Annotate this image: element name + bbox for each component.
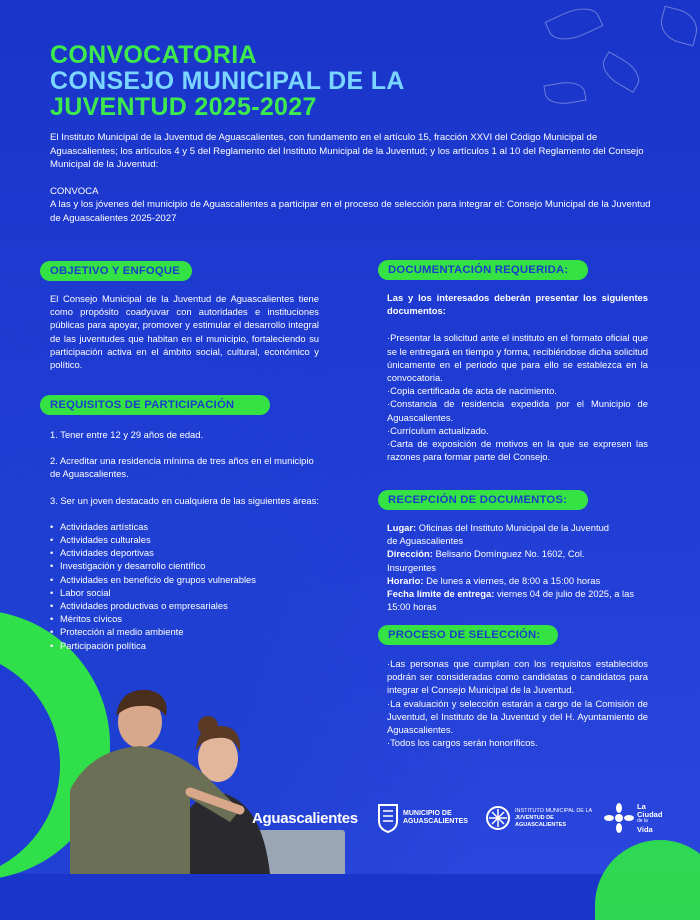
- documentacion-heading: DOCUMENTACIÓN REQUERIDA:: [378, 260, 588, 280]
- intro-section: [50, 131, 660, 239]
- ciudad-logo-line2: Ciudad: [637, 809, 663, 819]
- objetivo-text: El Consejo Municipal de la Juventud de Aguascalientes tiene como propósito coadyuvar con autoridades e instituciones públicas para apoyar, promover y estimular el desarrollo integral de las juventudes que habitan en el municipio, fortaleciendo su participación activa en el ámbito social, cultural, económico y político.: [50, 293, 319, 371]
- title-line-1: CONVOCATORIA: [50, 41, 257, 69]
- decorative-leaf: [543, 79, 586, 108]
- area-item: • Actividades en beneficio de grupos vulnerables: [50, 573, 320, 586]
- aguascalientes-logo-text: Aguascalientes: [252, 809, 358, 827]
- recepcion-lugar: [387, 521, 612, 547]
- municipio-shield-icon: [377, 803, 399, 833]
- page-title: [50, 42, 405, 120]
- area-item: • Actividades deportivas: [50, 546, 320, 559]
- fecha-label: Fecha límite de entrega:: [387, 588, 495, 600]
- documento-item: ·Currículum actualizado.: [387, 424, 489, 436]
- recepcion-heading: RECEPCIÓN DE DOCUMENTOS:: [378, 490, 588, 510]
- young-people-photo: [70, 680, 360, 874]
- municipio-logo-line2: AGUASCALIENTES: [403, 818, 468, 825]
- objetivo-heading: OBJETIVO Y ENFOQUE: [40, 261, 192, 281]
- direccion-label: Dirección:: [387, 548, 433, 560]
- title-line-2: CONSEJO MUNICIPAL DE LA: [50, 67, 405, 95]
- requisitos-heading: REQUISITOS DE PARTICIPACIÓN: [40, 395, 270, 415]
- decorative-green-shape-right: [595, 840, 700, 920]
- area-item: • Protección al medio ambiente: [50, 625, 320, 638]
- area-item: • Actividades productivas o empresariales: [50, 599, 320, 612]
- instituto-logo-line1: INSTITUTO MUNICIPAL DE LA: [515, 807, 593, 814]
- direccion-value: Belisario Domínguez No. 1602, Col. Insurgentes: [387, 548, 585, 573]
- horario-label: Horario:: [387, 574, 424, 586]
- area-item: • Investigación y desarrollo científico: [50, 559, 320, 572]
- intro-paragraph-2: A las y los jóvenes del municipio de Aguascalientes a participar en el proceso de selección para integrar el: Consejo Municipal de la Juventud de Aguascalientes 2025-2027: [50, 199, 651, 224]
- logo-instituto: [485, 798, 592, 838]
- requisito-item: 2. Acreditar una residencia mínima de tres años en el municipio de Aguascalientes.: [50, 455, 314, 480]
- documento-item: ·Carta de exposición de motivos en la que se expresen las razones para formar parte del Consejo.: [387, 438, 648, 463]
- logo-municipio: [377, 798, 468, 838]
- convoca-label: CONVOCA: [50, 185, 99, 197]
- logo-ciudad-vida: [604, 798, 662, 838]
- proceso-section: [387, 657, 648, 749]
- recepcion-direccion: [387, 547, 587, 573]
- documento-item: ·Copia certificada de acta de nacimiento.: [387, 385, 557, 397]
- intro-paragraph: El Instituto Municipal de la Juventud de Aguascalientes, con fundamento en el artículo 15, fracción XXVI del Código Municipal de Aguascalientes; los artículos 4 y 5 del Reglamento del Instituto Municipal de la Juventud; y los artículos 1 al 10 del Reglamento del Consejo Municipal de la Juventud:: [50, 132, 644, 171]
- horario-value: De lunes a viernes, de 8:00 a 15:00 horas: [426, 574, 601, 586]
- area-item: • Labor social: [50, 586, 320, 599]
- documentacion-section: [387, 291, 648, 463]
- area-item: • Actividades culturales: [50, 533, 320, 546]
- municipio-logo-line1: MUNICIPIO DE: [403, 810, 452, 817]
- instituto-logo-line3: AGUASCALIENTES: [515, 821, 567, 828]
- lugar-label: Lugar:: [387, 522, 417, 533]
- proceso-heading: PROCESO DE SELECCIÓN:: [378, 625, 558, 645]
- documento-item: ·Presentar la solicitud ante el instituto en el formato oficial que se le entregará en tiempo y forma, recibiéndose dicha solicitud únicamente en el periodo que para ello se establezca en la convocatoria.: [387, 332, 648, 384]
- recepcion-fecha: [387, 587, 652, 613]
- requisito-item: 3. Ser un joven destacado en cualquiera de las siguientes áreas:: [50, 494, 319, 506]
- ciudad-logo-line3: de la: [637, 818, 648, 824]
- proceso-item: ·Todos los cargos serán honoríficos.: [387, 737, 538, 749]
- requisito-item: 1. Tener entre 12 y 29 años de edad.: [50, 429, 204, 440]
- requisitos-list: [50, 428, 320, 652]
- documentacion-lead: Las y los interesados deberán presentar los siguientes documentos:: [387, 292, 648, 317]
- recepcion-section: [387, 521, 652, 613]
- decorative-leaf: [597, 51, 645, 93]
- logo-aguascalientes: [252, 798, 358, 838]
- fecha-value: viernes 04 de julio de 2025, a las 15:00 horas: [387, 588, 635, 613]
- area-item: • Participación política: [50, 639, 320, 652]
- woman-hair-bun: [198, 716, 218, 736]
- title-line-3: JUVENTUD 2025-2027: [50, 93, 317, 121]
- instituto-logo-line2: JUVENTUD DE: [515, 814, 554, 821]
- ciudad-vida-flower-icon: [604, 803, 634, 833]
- instituto-emblem-icon: [485, 805, 511, 831]
- decorative-leaf: [657, 6, 700, 47]
- area-item: • Actividades artísticas: [50, 520, 320, 533]
- proceso-item: ·Las personas que cumplan con los requisitos establecidos podrán ser consideradas como candidatas o candidatos para integrar el Consejo Municipal de la Juventud.: [387, 658, 648, 696]
- area-item: • Méritos cívicos: [50, 612, 320, 625]
- ciudad-logo-line4: Vida: [637, 824, 653, 834]
- proceso-item: ·La evaluación y selección estarán a cargo de la Comisión de Juventud, el Instituto de la Juventud y del H. Ayuntamiento de Aguascalientes.: [387, 697, 648, 736]
- ciudad-logo-line1: La: [637, 802, 646, 811]
- recepcion-horario: [387, 574, 652, 587]
- areas-list: [50, 520, 320, 652]
- decorative-leaf: [545, 0, 604, 47]
- lugar-value: Oficinas del Instituto Municipal de la Juventud de Aguascalientes: [387, 522, 609, 547]
- documento-item: ·Constancia de residencia expedida por el Municipio de Aguascalientes.: [387, 398, 648, 423]
